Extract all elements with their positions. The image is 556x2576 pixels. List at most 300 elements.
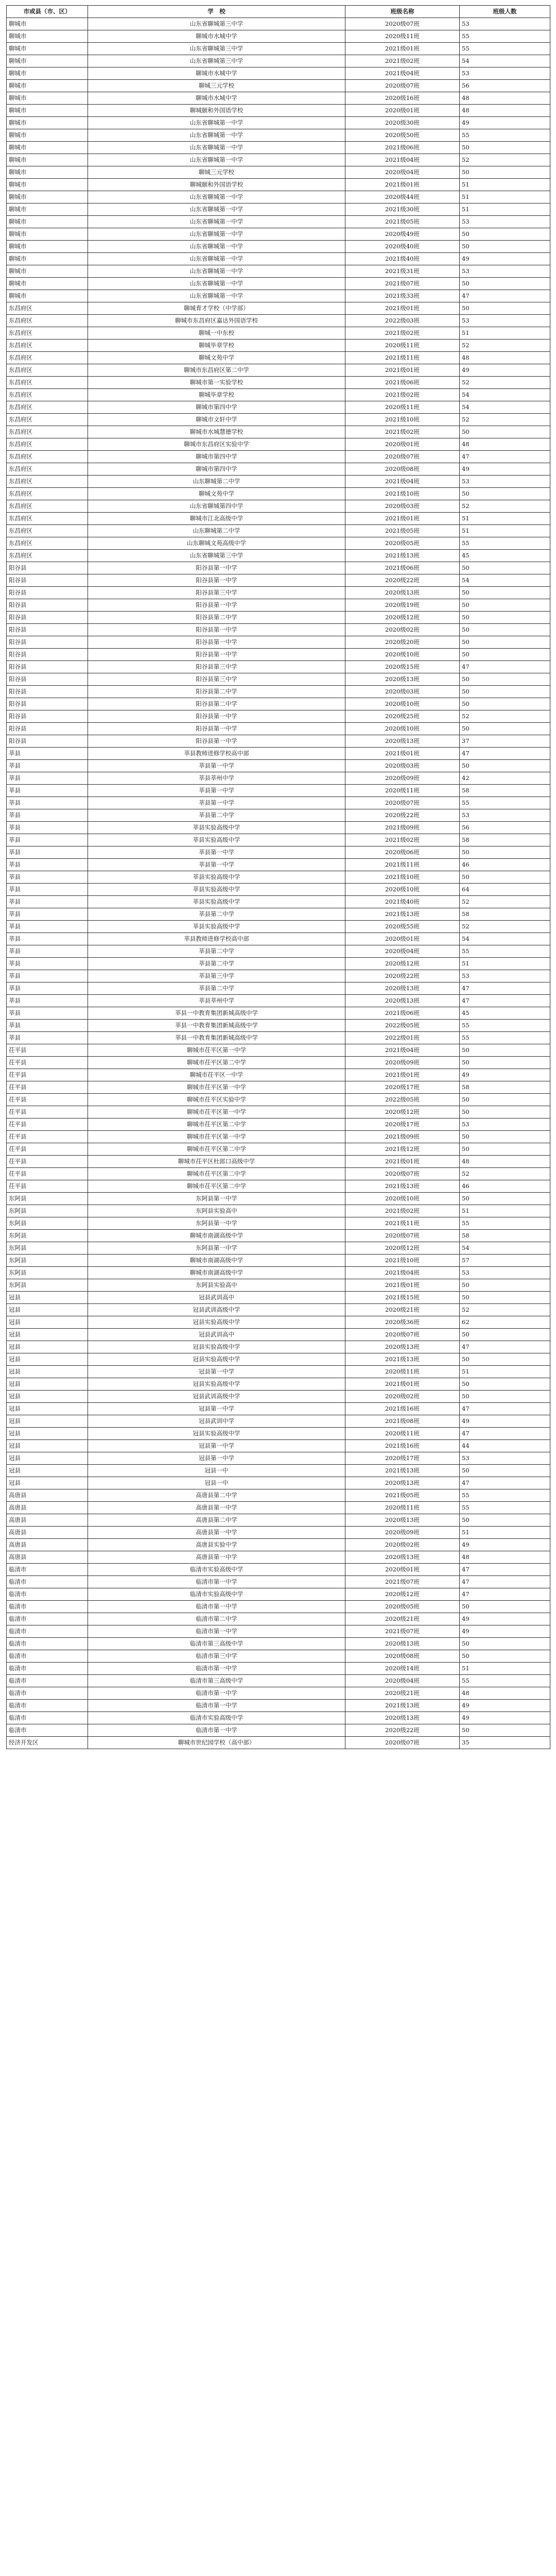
school-cell: 阳谷县第一中学 [88,649,345,661]
table-row [7,673,550,686]
class-size-cell: 54 [460,574,550,587]
school-cell: 冠县实验高级中学 [88,1428,345,1440]
class-size-cell: 64 [460,884,550,896]
class-name-cell: 2020级12班 [345,1588,460,1601]
class-size-cell: 55 [460,43,550,55]
class-size-cell: 46 [460,859,550,871]
county-cell: 聊城市 [7,43,88,55]
county-cell: 莘县 [7,785,88,797]
county-cell: 临清市 [7,1724,88,1737]
table-row [7,686,550,698]
class-size-cell: 48 [460,1551,550,1564]
table-row [7,1663,550,1675]
table-row [7,1143,550,1156]
class-name-cell: 2022级01班 [345,1032,460,1044]
class-size-cell: 50 [460,166,550,179]
school-cell: 临清市实验高级中学 [88,1712,345,1724]
school-cell: 高唐县第二中学 [88,1514,345,1527]
school-cell: 聊城市茌平区第一中学 [88,1131,345,1143]
class-size-cell: 46 [460,1180,550,1193]
class-size-cell: 49 [460,463,550,476]
school-cell: 聊城市茌平区一中学 [88,1069,345,1081]
county-cell: 聊城市 [7,55,88,67]
county-cell: 东昌府区 [7,500,88,513]
class-size-cell: 50 [460,1378,550,1391]
table-row [7,599,550,612]
school-cell: 莘县第二中学 [88,945,345,958]
school-cell: 莘县实验高级中学 [88,834,345,846]
school-cell: 聊城市江北高级中学 [88,513,345,525]
table-row [7,760,550,772]
table-row [7,859,550,871]
class-name-cell: 2021级02班 [345,1205,460,1217]
table-row [7,710,550,723]
class-name-cell: 2021级09班 [345,822,460,834]
county-cell: 阳谷县 [7,649,88,661]
school-cell: 冠县实验高级中学 [88,1353,345,1366]
school-cell: 东阿县实验高中 [88,1279,345,1292]
class-size-cell: 55 [460,945,550,958]
table-row [7,414,550,426]
school-cell: 聊城市第四中学 [88,463,345,476]
school-cell: 聊城市茌平区实验中学 [88,1094,345,1106]
class-name-cell: 2021级01班 [345,43,460,55]
county-cell: 茌平县 [7,1143,88,1156]
county-cell: 临清市 [7,1650,88,1663]
school-cell: 临清市第一中学 [88,1601,345,1613]
county-cell: 东昌府区 [7,488,88,500]
county-cell: 高唐县 [7,1502,88,1514]
class-size-cell: 47 [460,982,550,995]
county-cell: 莘县 [7,797,88,809]
school-cell: 聊城市水城中学 [88,30,345,43]
school-cell: 阳谷县第一中学 [88,636,345,649]
table-row [7,785,550,797]
table-row [7,797,550,809]
county-cell: 东昌府区 [7,315,88,327]
class-name-cell: 2020级22班 [345,1724,460,1737]
class-size-cell: 50 [460,1724,550,1737]
school-cell: 临清市第一中学 [88,1687,345,1700]
class-size-cell: 50 [460,1514,550,1527]
school-cell: 山东省聊城第一中学 [88,129,345,142]
county-cell: 茌平县 [7,1156,88,1168]
table-row [7,1625,550,1638]
table-row [7,1539,550,1551]
school-cell: 聊城市第四中学 [88,451,345,463]
class-name-cell: 2020级13班 [345,1712,460,1724]
class-size-cell: 52 [460,500,550,513]
class-size-cell: 50 [460,1650,550,1663]
county-cell: 聊城市 [7,67,88,80]
table-row [7,1217,550,1230]
class-name-cell: 2021级04班 [345,67,460,80]
class-size-cell: 50 [460,1638,550,1650]
school-cell: 山东省聊城第一中学 [88,278,345,290]
class-name-cell: 2021级16班 [345,1440,460,1452]
county-cell: 东昌府区 [7,327,88,340]
class-size-cell: 50 [460,673,550,686]
class-name-cell: 2020级40班 [345,241,460,253]
county-cell: 高唐县 [7,1527,88,1539]
county-cell: 东昌府区 [7,525,88,537]
table-row [7,884,550,896]
county-cell: 阳谷县 [7,735,88,748]
school-cell: 阳谷县第二中学 [88,686,345,698]
class-name-cell: 2020级07班 [345,18,460,30]
class-size-cell: 50 [460,624,550,636]
class-size-cell: 49 [460,1539,550,1551]
school-cell: 聊城一中东校 [88,327,345,340]
county-cell: 茌平县 [7,1180,88,1193]
county-cell: 莘县 [7,921,88,933]
school-cell: 冠县武训中学 [88,1415,345,1428]
county-cell: 阳谷县 [7,599,88,612]
school-cell: 莘县第二中学 [88,958,345,970]
school-cell: 阳谷县第一中学 [88,735,345,748]
school-cell: 山东省聊城第三中学 [88,43,345,55]
class-name-cell: 2021级10班 [345,488,460,500]
table-row [7,1341,550,1353]
county-cell: 聊城市 [7,253,88,265]
class-size-cell: 50 [460,426,550,438]
table-row [7,315,550,327]
class-name-cell: 2021级04班 [345,1267,460,1279]
school-cell: 山东省聊城第四中学 [88,500,345,513]
county-cell: 东昌府区 [7,550,88,562]
school-cell: 聊城市世纪园学校（高中部） [88,1737,345,1749]
class-size-cell: 48 [460,1687,550,1700]
school-cell: 聊城市水城慧德学校 [88,426,345,438]
class-name-cell: 2020级08班 [345,1650,460,1663]
county-cell: 聊城市 [7,129,88,142]
class-name-cell: 2021级13班 [345,1353,460,1366]
class-size-cell: 49 [460,253,550,265]
class-name-cell: 2021级01班 [345,513,460,525]
class-name-cell: 2020级05班 [345,537,460,550]
school-cell: 阳谷县第一中学 [88,624,345,636]
class-size-cell: 55 [460,537,550,550]
school-cell: 山东省聊城第一中学 [88,154,345,166]
county-cell: 莘县 [7,970,88,982]
table-row [7,154,550,166]
county-cell: 莘县 [7,1007,88,1020]
school-cell: 莘县一中教育集团新城高级中学 [88,1032,345,1044]
county-cell: 临清市 [7,1576,88,1588]
table-row [7,735,550,748]
class-size-cell: 50 [460,686,550,698]
class-name-cell: 2020级03班 [345,686,460,698]
county-cell: 茌平县 [7,1057,88,1069]
county-cell: 冠县 [7,1391,88,1403]
class-name-cell: 2021级07班 [345,1625,460,1638]
school-cell: 莘县一中教育集团新城高级中学 [88,1020,345,1032]
class-name-cell: 2020级22班 [345,809,460,822]
school-cell: 聊城颐和外国语学校 [88,179,345,191]
class-size-cell: 50 [460,1131,550,1143]
class-name-cell: 2021级11班 [345,859,460,871]
table-row [7,43,550,55]
class-name-cell: 2021级11班 [345,1217,460,1230]
school-cell: 聊城毕章学校 [88,389,345,401]
school-cell: 临清市第三高级中学 [88,1675,345,1687]
class-name-cell: 2020级11班 [345,785,460,797]
school-cell: 聊城市文轩中学 [88,414,345,426]
class-size-cell: 47 [460,1403,550,1415]
class-name-cell: 2020级10班 [345,1193,460,1205]
table-row [7,1477,550,1489]
class-name-cell: 2020级17班 [345,1452,460,1465]
class-name-cell: 2020级12班 [345,958,460,970]
class-size-cell: 50 [460,241,550,253]
school-cell: 莘县实验高级中学 [88,884,345,896]
county-cell: 冠县 [7,1415,88,1428]
county-cell: 莘县 [7,982,88,995]
table-row [7,1329,550,1341]
school-cell: 莘县第三中学 [88,970,345,982]
table-row [7,723,550,735]
class-name-cell: 2020级02班 [345,624,460,636]
class-size-cell: 58 [460,1081,550,1094]
class-size-cell: 50 [460,1094,550,1106]
class-name-cell: 2020级36班 [345,1316,460,1329]
county-cell: 临清市 [7,1564,88,1576]
class-name-cell: 2020级01班 [345,105,460,117]
class-size-cell: 53 [460,315,550,327]
class-name-cell: 2021级04班 [345,154,460,166]
school-cell: 聊城文苑中学 [88,488,345,500]
class-size-cell: 51 [460,179,550,191]
table-row [7,1700,550,1712]
class-name-cell: 2021级05班 [345,525,460,537]
table-row [7,1613,550,1625]
table-row [7,1403,550,1415]
class-name-cell: 2020级04班 [345,1675,460,1687]
table-row [7,1156,550,1168]
class-name-cell: 2021级01班 [345,748,460,760]
county-cell: 东昌府区 [7,364,88,377]
table-row [7,1279,550,1292]
county-cell: 东昌府区 [7,451,88,463]
table-row [7,364,550,377]
table-row [7,451,550,463]
class-size-cell: 49 [460,1069,550,1081]
school-cell: 东阿县第一中学 [88,1193,345,1205]
class-name-cell: 2020级04班 [345,166,460,179]
class-size-cell: 50 [460,562,550,574]
county-cell: 茌平县 [7,1044,88,1057]
school-cell: 聊城市茌平区第二中学 [88,1143,345,1156]
school-cell: 聊城市茌平区第一中学 [88,1044,345,1057]
table-row [7,612,550,624]
class-name-cell: 2020级22班 [345,574,460,587]
county-cell: 冠县 [7,1353,88,1366]
county-cell: 聊城市 [7,142,88,154]
county-cell: 临清市 [7,1601,88,1613]
class-name-cell: 2020级11班 [345,1428,460,1440]
school-cell: 阳谷县第一中学 [88,599,345,612]
county-cell: 东昌府区 [7,513,88,525]
school-cell: 聊城市东昌府区嘉达外国语学校 [88,315,345,327]
class-name-cell: 2020级16班 [345,92,460,105]
table-row [7,921,550,933]
county-cell: 茌平县 [7,1106,88,1118]
table-row [7,513,550,525]
class-name-cell: 2020级09班 [345,1527,460,1539]
class-size-cell: 50 [460,1143,550,1156]
school-cell: 冠县实验高级中学 [88,1378,345,1391]
class-size-cell: 45 [460,550,550,562]
school-cell: 冠县一中 [88,1465,345,1477]
school-cell: 聊城市东昌府区第二中学 [88,364,345,377]
class-name-cell: 2020级21班 [345,1687,460,1700]
county-cell: 临清市 [7,1638,88,1650]
class-name-cell: 2020级13班 [345,1477,460,1489]
class-name-cell: 2020级11班 [345,30,460,43]
class-name-cell: 2021级04班 [345,476,460,488]
table-row [7,463,550,476]
county-cell: 东阿县 [7,1205,88,1217]
county-cell: 冠县 [7,1329,88,1341]
class-name-cell: 2020级11班 [345,1502,460,1514]
table-row [7,1378,550,1391]
class-size-cell: 48 [460,352,550,364]
county-cell: 聊城市 [7,265,88,278]
county-cell: 聊城市 [7,179,88,191]
class-size-cell: 47 [460,451,550,463]
table-row [7,1007,550,1020]
class-name-cell: 2021级30班 [345,204,460,216]
table-row [7,748,550,760]
class-name-cell: 2021级06班 [345,142,460,154]
class-name-cell: 2020级50班 [345,129,460,142]
table-row [7,834,550,846]
class-name-cell: 2021级02班 [345,834,460,846]
class-size-cell: 52 [460,1304,550,1316]
school-cell: 冠县第一中学 [88,1403,345,1415]
county-cell: 阳谷县 [7,710,88,723]
class-name-cell: 2020级13班 [345,1341,460,1353]
school-cell: 高唐县第一中学 [88,1502,345,1514]
county-cell: 临清市 [7,1663,88,1675]
school-cell: 莘县实验高级中学 [88,896,345,908]
class-size-cell: 48 [460,438,550,451]
class-name-cell: 2021级33班 [345,290,460,302]
class-name-cell: 2021级13班 [345,908,460,921]
class-size-cell: 51 [460,1205,550,1217]
school-cell: 阳谷县第二中学 [88,612,345,624]
class-size-cell: 47 [460,1564,550,1576]
county-cell: 东昌府区 [7,340,88,352]
table-row [7,67,550,80]
class-size-cell: 56 [460,80,550,92]
school-cell: 高唐县第一中学 [88,1527,345,1539]
class-size-cell: 50 [460,587,550,599]
county-cell: 莘县 [7,859,88,871]
class-size-cell: 50 [460,302,550,315]
class-size-cell: 50 [460,1106,550,1118]
school-cell: 聊城市茌平区第二中学 [88,1168,345,1180]
county-cell: 东昌府区 [7,401,88,414]
table-row [7,1168,550,1180]
school-cell: 莘县第一中学 [88,797,345,809]
school-cell: 山东省聊城第一中学 [88,228,345,241]
county-cell: 莘县 [7,995,88,1007]
table-row [7,129,550,142]
table-row [7,1044,550,1057]
county-cell: 临清市 [7,1700,88,1712]
table-row [7,92,550,105]
table-row [7,80,550,92]
class-size-cell: 52 [460,1168,550,1180]
class-name-cell: 2020级13班 [345,1551,460,1564]
county-cell: 聊城市 [7,105,88,117]
class-name-cell: 2021级11班 [345,352,460,364]
class-size-cell: 55 [460,1675,550,1687]
class-name-cell: 2021级13班 [345,1180,460,1193]
table-row [7,1650,550,1663]
table-row [7,191,550,204]
county-cell: 冠县 [7,1452,88,1465]
county-cell: 莘县 [7,772,88,785]
school-cell: 莘县教师进修学校高中部 [88,933,345,945]
table-row [7,278,550,290]
class-roster-table [6,5,550,1749]
class-size-cell: 58 [460,834,550,846]
school-cell: 冠县实验高级中学 [88,1341,345,1353]
county-cell: 冠县 [7,1403,88,1415]
table-row [7,698,550,710]
class-name-cell: 2021级07班 [345,278,460,290]
county-cell: 莘县 [7,896,88,908]
school-cell: 山东省聊城第三中学 [88,550,345,562]
school-cell: 东阿县第一中学 [88,1242,345,1255]
table-row [7,117,550,129]
class-size-cell: 51 [460,513,550,525]
table-row [7,958,550,970]
county-cell: 茌平县 [7,1168,88,1180]
class-name-cell: 2020级21班 [345,1304,460,1316]
county-cell: 茌平县 [7,1069,88,1081]
class-name-cell: 2021级02班 [345,426,460,438]
class-size-cell: 50 [460,1044,550,1057]
header-class-name: 班级名称 [345,6,460,18]
class-name-cell: 2020级15班 [345,661,460,673]
table-row [7,327,550,340]
school-cell: 阳谷县第三中学 [88,587,345,599]
class-size-cell: 48 [460,92,550,105]
county-cell: 临清市 [7,1613,88,1625]
school-cell: 莘县第一中学 [88,846,345,859]
class-size-cell: 53 [460,1118,550,1131]
county-cell: 冠县 [7,1428,88,1440]
class-name-cell: 2020级49班 [345,228,460,241]
class-size-cell: 55 [460,1032,550,1044]
school-cell: 临清市第三中学 [88,1650,345,1663]
class-name-cell: 2020级06班 [345,846,460,859]
class-size-cell: 47 [460,1588,550,1601]
class-size-cell: 37 [460,735,550,748]
class-size-cell: 50 [460,488,550,500]
table-row [7,1366,550,1378]
county-cell: 阳谷县 [7,574,88,587]
school-cell: 山东聊城第二中学 [88,476,345,488]
class-name-cell: 2020级02班 [345,1539,460,1551]
class-size-cell: 53 [460,809,550,822]
school-cell: 临清市实验高级中学 [88,1588,345,1601]
table-row [7,18,550,30]
school-cell: 冠县实验高级中学 [88,1316,345,1329]
